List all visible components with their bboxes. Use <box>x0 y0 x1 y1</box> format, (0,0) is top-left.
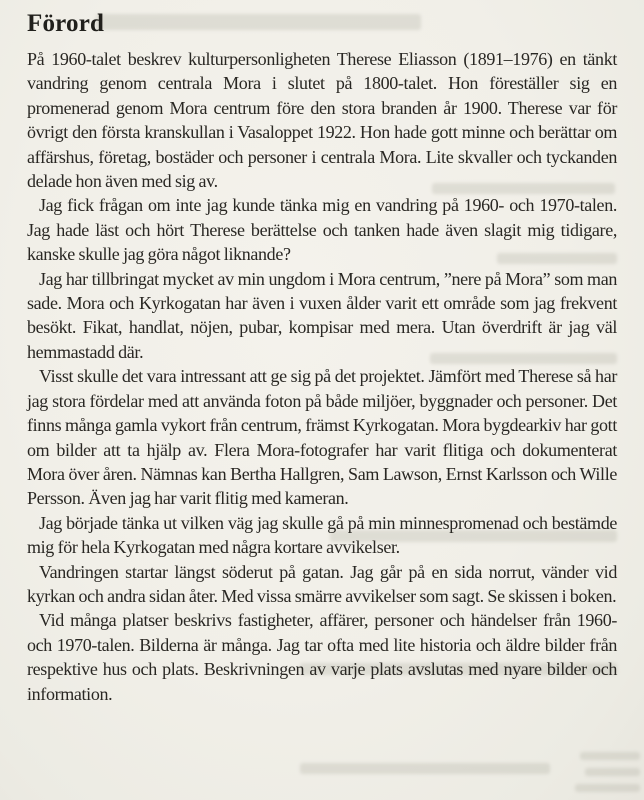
foreword-text <box>27 47 617 706</box>
paragraph: Vid många platser beskrivs fastigheter, affärer, personer och händelser från 1960- och 1970-talen. Bilderna är många. Jag tar ofta med lite historia och äldre bilder från respektive hus och plats. Beskrivningen av varje plats avslutas med nyare bilder och information. <box>27 610 617 704</box>
paragraph: Visst skulle det vara intressant att ge sig på det projektet. Jämfört med Therese så har jag stora fördelar med att använda foton på både miljöer, byggnader och personer. Det finns många gamla vykort från centrum, främst Kyrkogatan. Mora bygdearkiv har gott om bilder att ta hjälp av. Flera Mora-fotografer har varit flitiga och dokumenterat Mora över åren. Nämnas kan Bertha Hallgren, Sam Lawson, Ernst Karlsson och Wille Persson. Även jag har varit flitig med kameran. <box>27 366 617 509</box>
bleed-through-text <box>585 768 640 776</box>
paragraph: Jag fick frågan om inte jag kunde tänka mig en vandring på 1960- och 1970-talen. Jag hade läst och hört Therese berättelse och tanken hade även slagit mig tidigare, kanske skulle jag göra något liknande? <box>27 195 617 265</box>
page-title: Förord <box>27 10 105 37</box>
bleed-through-text <box>575 784 640 792</box>
page-content <box>27 8 617 706</box>
paragraph: Jag började tänka ut vilken väg jag skulle gå på min minnespromenad och bestämde mig för hela Kyrkogatan med några kortare avvikelser. <box>27 512 617 558</box>
paragraph: Vandringen startar längst söderut på gatan. Jag går på en sida norrut, vänder vid kyrkan och andra sidan åter. Med vissa smärre avvikelser som sagt. Se skissen i boken. <box>27 561 617 606</box>
bleed-through-text <box>300 763 550 774</box>
paragraph: Jag har tillbringat mycket av min ungdom i Mora centrum, ”nere på Mora” som man sade. Mora och Kyrkogatan har även i vuxen ålder varit ett område som jag frekvent besökt. Fikat, handlat, nöjen, pubar, kompisar med mera. Utan överdrift är jag väl hemmastadd där. <box>27 268 617 362</box>
paragraph: På 1960-talet beskrev kulturpersonligheten Therese Eliasson (1891–1976) en tänkt vandring genom centrala Mora i slutet på 1800-talet. Hon föreställer sig en promenerad genom Mora centrum före den stora branden år 1900. Therese var för övrigt den första kranskullan i Vasaloppet 1922. Hon hade gott minne och berättar om affärshus, företag, bostäder och personer i centrala Mora. Lite skvaller och tyckanden delade hon även med sig av. <box>27 49 617 192</box>
bleed-through-text <box>580 752 640 760</box>
